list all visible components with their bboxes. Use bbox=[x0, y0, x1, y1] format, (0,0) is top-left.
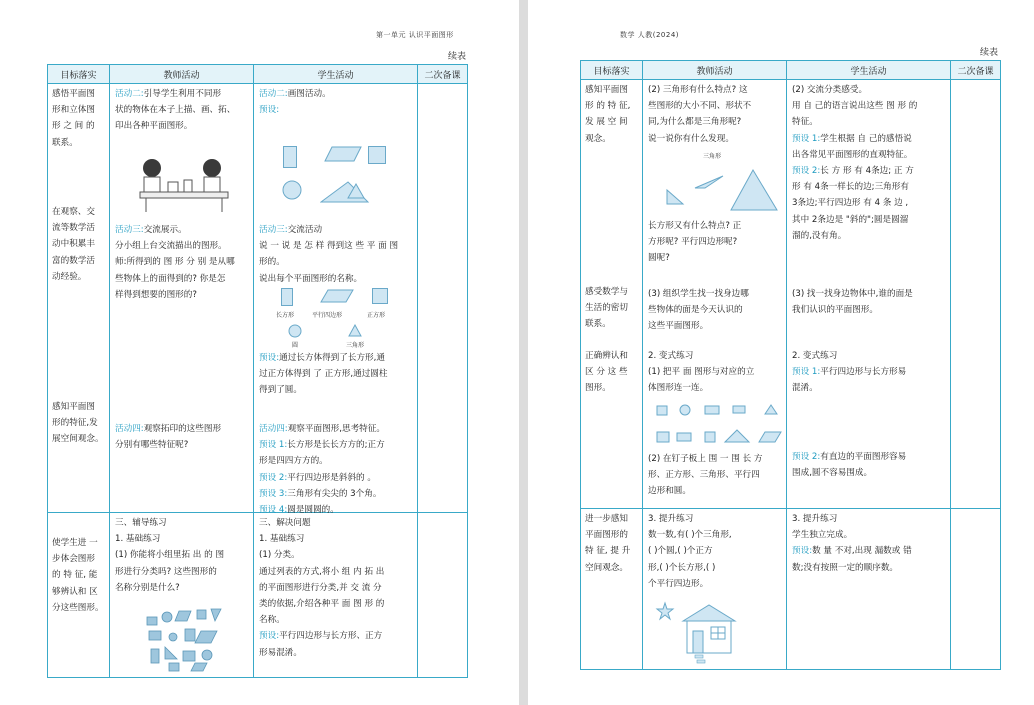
student-share-classification: (2) 交流分类感受。 用 自 己的语言说出这些 图 形 的 特征。 预设 1:学生根据 自 己的感悟说 出各常见平面图形的直观特征。 预设 2:长 方 形 有 4条边; 正 方 形 有 4条一样长的边;三角形有 3条边;平行四边形 有 4 条 边 , 其中 2条边是 "斜的";圆是圆溜 溜的,没有角。 bbox=[792, 85, 918, 241]
label-square: 正方形 bbox=[367, 312, 386, 319]
col-header-notes: 二次备课 bbox=[951, 61, 1001, 80]
teacher-find-objects: (3) 组织学生找一找身边哪 些物体的面是今天认识的 这些平面图形。 bbox=[648, 289, 749, 332]
teacher-triangle-question: (2) 三角形有什么特点? 这 些图形的大小不同、形状不 同,为什么都是三角形呢? 说一说你有什么发现。 bbox=[648, 85, 752, 144]
matching-shapes-illustration bbox=[653, 400, 783, 450]
rectangle-shape-2 bbox=[281, 288, 293, 306]
teacher-practice: 三、辅导练习 1. 基础练习 (1) 你能将小组里拓 出 的 图 形进行分类吗? 这些图形的 名称分别是什么? bbox=[115, 518, 225, 593]
teacher-activity-4: 活动四:观察拓印的这些图形 分别有哪些特征呢? bbox=[115, 424, 222, 451]
goal-3: 感知平面图 形的特征,发 展空间观念。 bbox=[52, 402, 104, 445]
page-header: 第一单元 认识平面图形 bbox=[376, 31, 454, 39]
student-activity-2: 活动二:画图活动。 预设: bbox=[259, 89, 331, 116]
col-header-goal: 目标落实 bbox=[48, 65, 110, 84]
student-activity-3-preset: 预设:通过长方体得到了长方形,通 过正方体得到 了 正方形,通过圆柱 得到了圆。 bbox=[259, 353, 388, 396]
goal-4: 进一步感知 平面图形的 特 征, 提 升 空间观念。 bbox=[585, 514, 631, 573]
goal-2: 感受数学与 生活的密切 联系。 bbox=[585, 287, 628, 330]
teacher-advanced-practice: 3. 提升练习 数一数,有( )个三角形, ( )个圆,( )个正方 形,( )个长方形,( ) 个平行四边形。 bbox=[648, 514, 732, 589]
col-header-notes: 二次备课 bbox=[418, 65, 468, 84]
student-practice: 三、解决问题 1. 基础练习 (1) 分类。 通过列表的方式,将小 组 内 拓 出 的平面图形进行分类,并 交 流 分 类的依据,介绍各种平 面 图 形 的 名称。 预设:平行四边形与长方形、正方 形易混淆。 bbox=[259, 518, 385, 658]
teacher-pegboard: (2) 在钉子板上 围 一 围 长 方 形、正方形、三角形、平行四 边形和圆。 bbox=[648, 454, 763, 497]
page-header: 数学 人教(2024) bbox=[620, 31, 680, 39]
col-header-teacher: 教师活动 bbox=[110, 65, 254, 84]
student-pegboard-preset: 预设 2:有直边的平面图形容易 围成,圆不容易围成。 bbox=[792, 452, 907, 479]
goal-1: 感知平面图 形 的 特 征, 发 展 空 间 观念。 bbox=[585, 85, 631, 144]
rectangle-shape bbox=[283, 146, 297, 168]
label-parallelogram: 平行四边形 bbox=[312, 312, 343, 319]
student-variant-practice: 2. 变式练习 预设 1:平行四边形与长方形易 混淆。 bbox=[792, 351, 907, 394]
goal-3: 正确辨认和 区 分 这 些 图形。 bbox=[585, 351, 628, 394]
triangle-shape-small bbox=[346, 182, 366, 200]
col-header-student: 学生活动 bbox=[254, 65, 418, 84]
lesson-plan-table bbox=[47, 64, 468, 678]
student-activity-3: 活动三:交流活动 说 一 说 是 怎 样 得到这 些 平 面 图 形的。 说出每个平面图形的名称。 bbox=[259, 225, 399, 284]
circle-shape-2 bbox=[288, 324, 302, 338]
house-illustration bbox=[655, 601, 745, 667]
teacher-variant-practice: 2. 变式练习 (1) 把平 面 图形与对应的立 体图形连一连。 bbox=[648, 351, 755, 394]
label-rectangle: 长方形 bbox=[276, 312, 295, 319]
student-advanced-practice: 3. 提升练习 学生独立完成。 预设:数 量 不对,出现 漏数或 错 数;没有按照一定的顺序数。 bbox=[792, 514, 912, 573]
goal-2: 在观察、交 流等数学活 动中积累丰 富的数学活 动经验。 bbox=[52, 207, 95, 282]
continued-label: 续表 bbox=[448, 52, 467, 62]
col-header-student: 学生活动 bbox=[787, 61, 951, 80]
student-activity-4: 活动四:观察平面图形,思考特征。 预设 1:长方形是长长方方的;正方 形是四四方方的。 预设 2:平行四边形是斜斜的 。 预设 3:三角形有尖尖的 3个角。 预设 4:圆是圆圆的。 bbox=[259, 424, 385, 516]
square-shape bbox=[368, 146, 386, 164]
parallelogram-shape bbox=[324, 146, 362, 162]
scattered-shapes-illustration bbox=[145, 607, 225, 673]
lesson-plan-table bbox=[580, 60, 1001, 670]
teacher-activity-3: 活动三:交流展示。 分小组上台交流描出的图形。 师:所得到的 图 形 分 别 是从哪 些物体上的面得到的? 你是怎 样得到想要的图形的? bbox=[115, 225, 235, 300]
goal-1: 感悟平面图 形和立体图 形 之 间 的 联系。 bbox=[52, 89, 95, 148]
label-triangle: 三角形 bbox=[346, 342, 365, 349]
teacher-activity-2: 活动二:引导学生利用不同形 状的物体在本子上描、画、拓、 印出各种平面图形。 bbox=[115, 89, 236, 132]
student-find-objects: (3) 找一找身边物体中,谁的面是 我们认识的平面图形。 bbox=[792, 289, 913, 316]
col-header-goal: 目标落实 bbox=[581, 61, 643, 80]
parallelogram-shape-2 bbox=[320, 289, 354, 303]
right-page bbox=[528, 0, 1034, 705]
triangles-illustration bbox=[665, 164, 781, 212]
teacher-shape-features: 长方形又有什么特点? 正 方形呢? 平行四边形呢? 圆呢? bbox=[648, 221, 742, 264]
label-circle: 圆 bbox=[292, 342, 299, 349]
continued-label: 续表 bbox=[980, 48, 999, 58]
square-shape-2 bbox=[372, 288, 388, 304]
circle-shape bbox=[282, 180, 304, 202]
goal-4: 使学生进 一 步体会图形 的 特 征, 能 够辨认和 区 分这些图形。 bbox=[52, 538, 104, 613]
triangle-label: 三角形 bbox=[703, 153, 722, 160]
students-illustration bbox=[132, 154, 236, 214]
triangle-shape-2 bbox=[348, 324, 362, 337]
col-header-teacher: 教师活动 bbox=[643, 61, 787, 80]
